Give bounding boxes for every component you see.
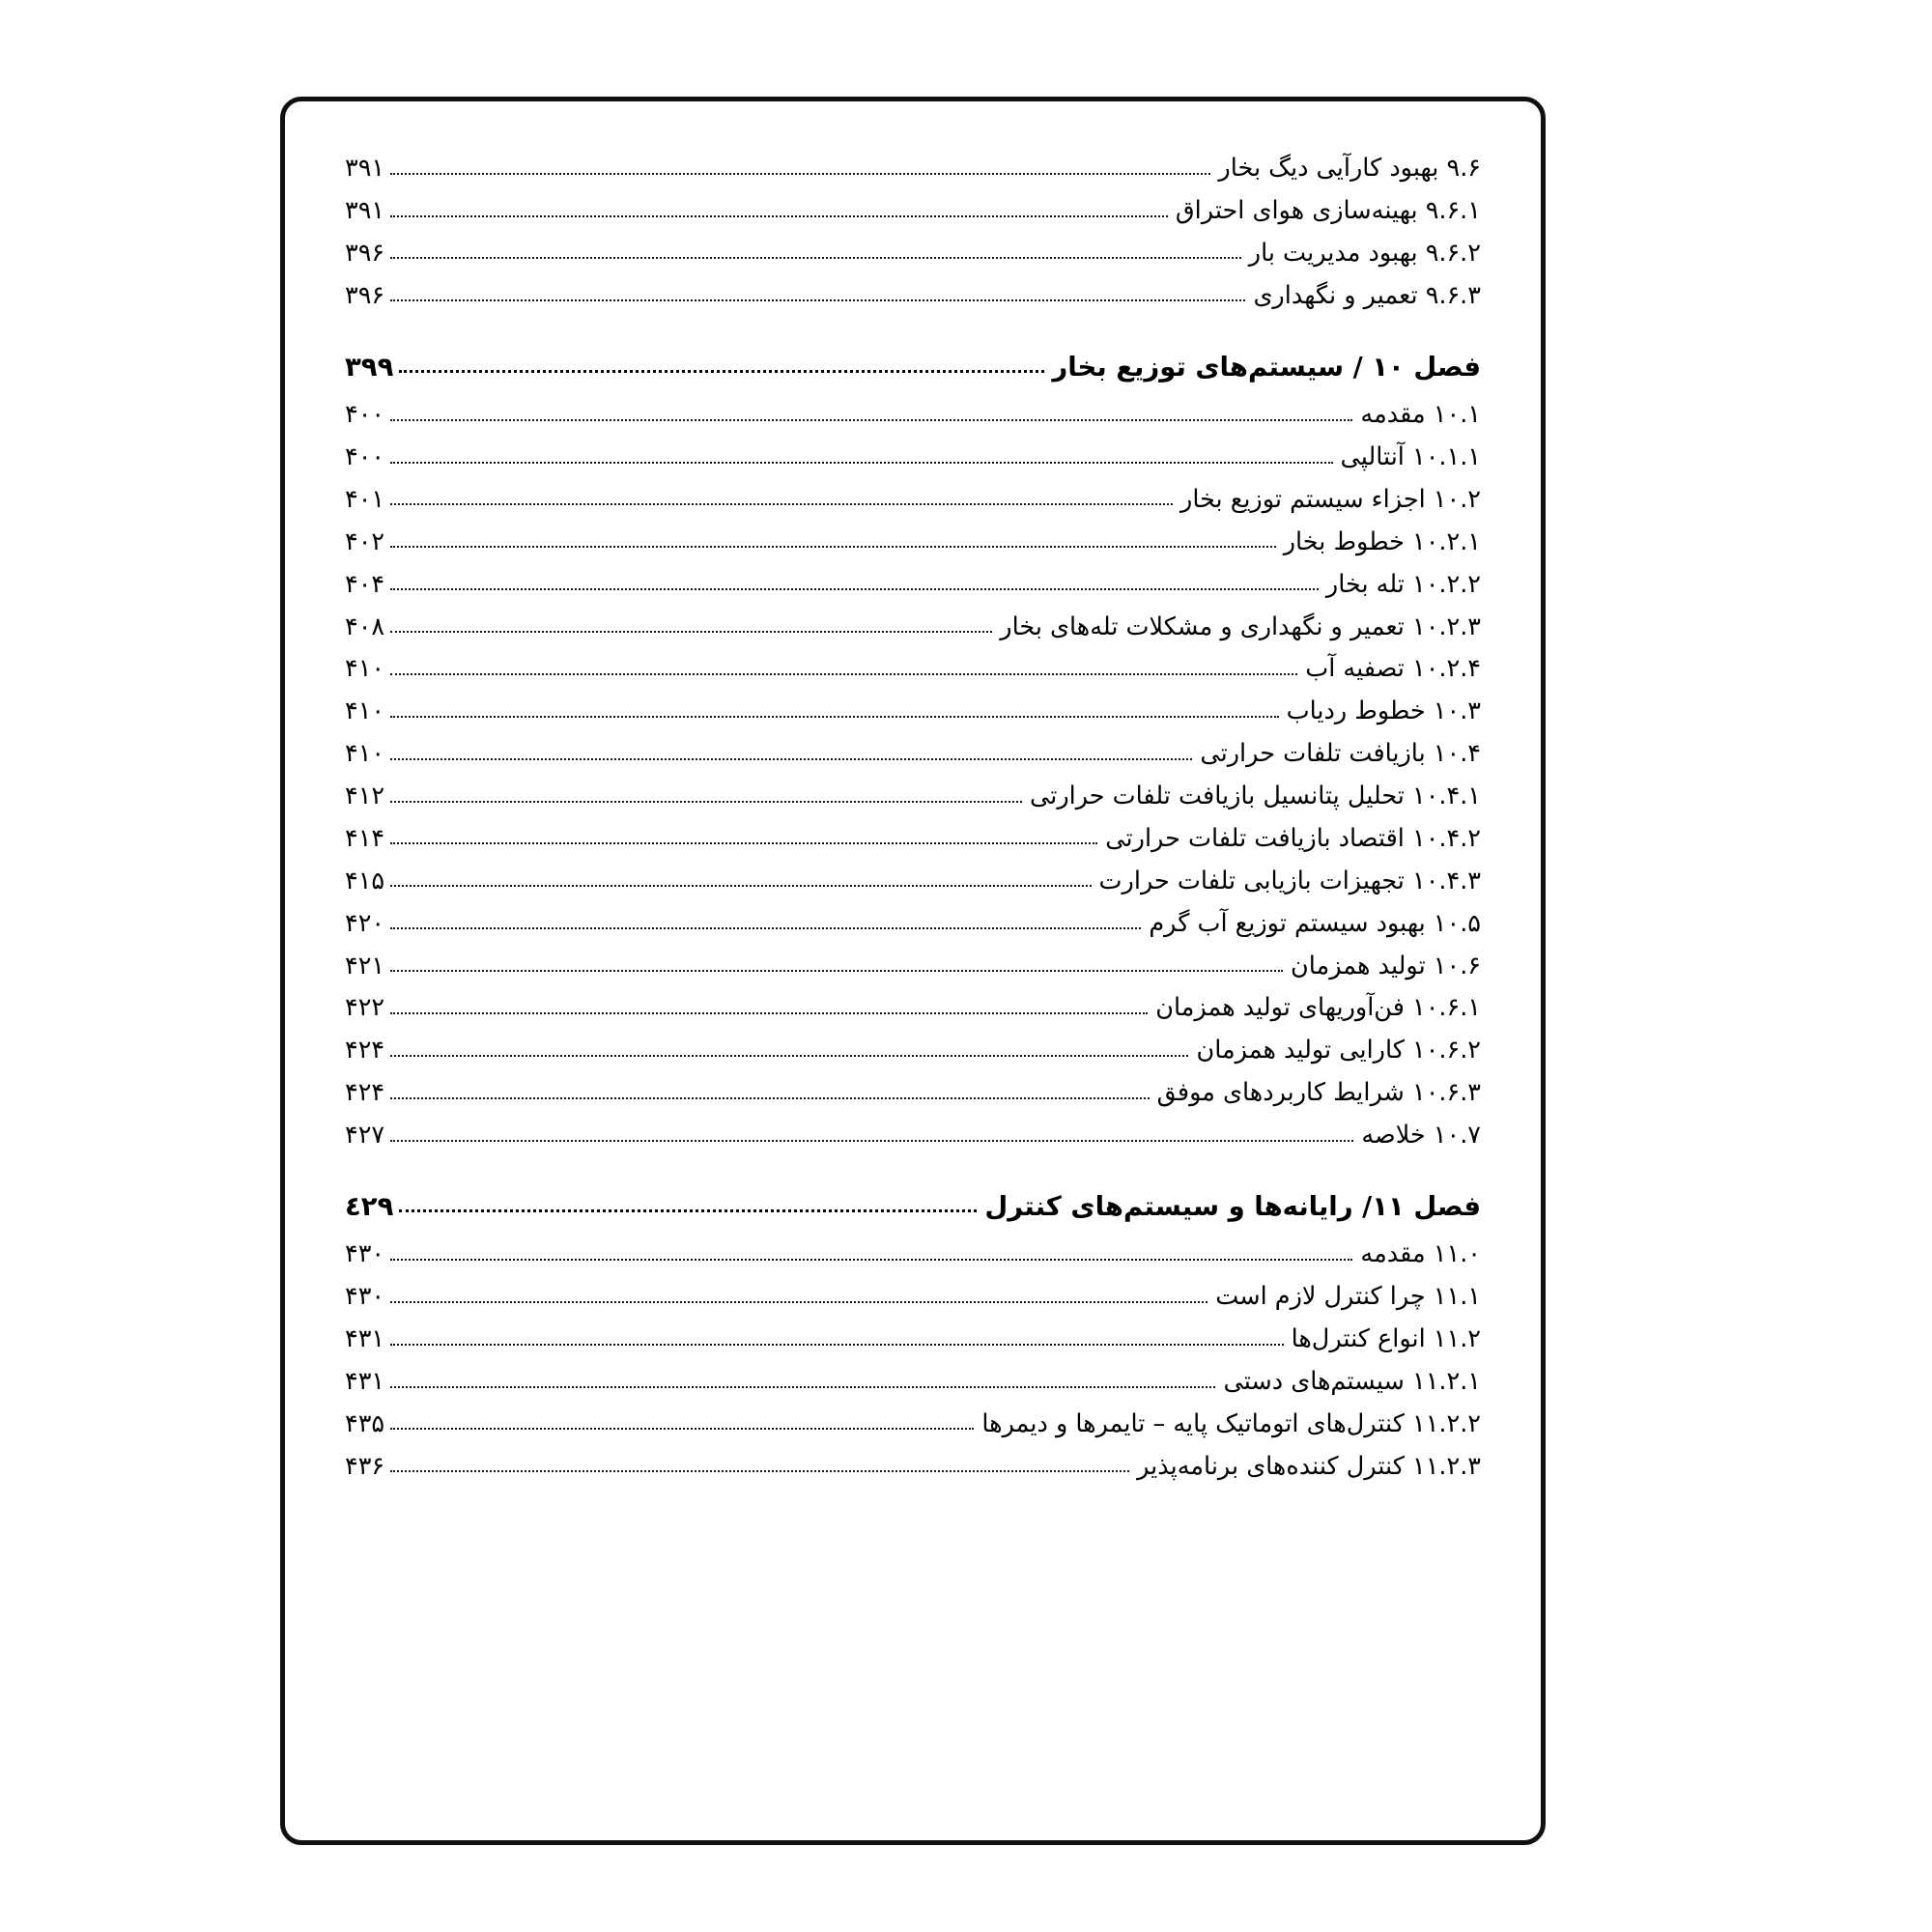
toc-entry-title: ۱۱.۲.۳ کنترل کننده‌های برنامه‌پذیر	[1137, 1451, 1481, 1481]
toc-dot-leader	[390, 784, 1022, 810]
toc-dot-leader	[390, 912, 1141, 937]
toc-entry-page-number: ۴۳۱	[345, 1367, 385, 1397]
toc-entry-title: ۹.۶ بهبود کارآیی دیگ بخار	[1218, 154, 1481, 184]
toc-entry-title: ۱۰.۲.۳ تعمیر و نگهداری و مشکلات تله‌های بخار	[1000, 611, 1481, 641]
toc-entry-row[interactable]	[345, 733, 1481, 776]
toc-entry-title: ۱۰.۲.۴ تصفیه آب	[1305, 654, 1481, 684]
toc-entry-title: ۱۱.۰ مقدمه	[1360, 1239, 1481, 1269]
toc-dot-leader	[390, 1327, 1283, 1352]
toc-entry-page-number: ۴۰۸	[345, 611, 385, 641]
toc-entry-row[interactable]	[345, 190, 1481, 233]
toc-dot-leader	[390, 954, 1283, 980]
toc-entry-row[interactable]	[345, 394, 1481, 437]
toc-entry-page-number: ۳۹۱	[345, 196, 385, 226]
toc-entry-title: ۱۱.۲ انواع کنترل‌ها	[1291, 1324, 1481, 1354]
toc-entry-row[interactable]	[345, 437, 1481, 479]
toc-entry-row[interactable]	[345, 1446, 1481, 1489]
toc-entry-page-number: ۴۱۰	[345, 696, 385, 726]
toc-entry-row[interactable]	[345, 275, 1481, 318]
toc-entry-title: ۱۰.۲.۲ تله بخار	[1325, 569, 1481, 599]
toc-entry-title: ۱۰.۴.۱ تحلیل پتانسیل بازیافت تلفات حرارتی	[1029, 781, 1481, 811]
toc-entry-page-number: ۴۳۰	[345, 1282, 385, 1312]
toc-entry-page-number: ۴۳۵	[345, 1408, 385, 1438]
toc-dot-leader	[390, 742, 1192, 767]
toc-entry-title: فصل ۱۱/ رایانه‌ها و سیستم‌های کنترل	[984, 1190, 1481, 1222]
toc-entry-title: ۱۰.۱ مقدمه	[1360, 400, 1481, 430]
toc-entry-page-number: ٤۲۹	[345, 1190, 394, 1222]
toc-entry-page-number: ۴۰۴	[345, 569, 385, 599]
toc-dot-leader	[390, 284, 1245, 309]
toc-entry-page-number: ۴۱۴	[345, 823, 385, 853]
toc-dot-leader	[390, 1412, 974, 1437]
toc-dot-leader	[390, 699, 1279, 724]
toc-entry-row[interactable]	[345, 903, 1481, 946]
toc-entry-page-number: ۴۳۰	[345, 1239, 385, 1269]
toc-entry-title: ۱۰.۶ تولید همزمان	[1291, 951, 1481, 980]
toc-entry-page-number: ۴۱۰	[345, 654, 385, 684]
table-of-contents	[345, 148, 1481, 1489]
toc-dot-leader	[390, 1038, 1188, 1064]
toc-entry-page-number: ۴۰۰	[345, 400, 385, 430]
toc-dot-leader	[390, 242, 1241, 267]
toc-entry-page-number: ۴۱۲	[345, 781, 385, 811]
toc-dot-leader	[390, 1081, 1150, 1106]
toc-entry-page-number: ۳۹۹	[345, 351, 394, 383]
toc-entry-page-number: ۳۹۱	[345, 154, 385, 184]
toc-entry-page-number: ۴۰۰	[345, 442, 385, 472]
toc-entry-title: ۱۱.۲.۲ کنترل‌های اتوماتیک پایه – تایمرها و دیمرها	[981, 1408, 1481, 1438]
toc-entry-title: ۹.۶.۲ بهبود مدیریت بار	[1248, 238, 1481, 268]
toc-entry-row[interactable]	[345, 606, 1481, 648]
toc-entry-title: ۱۱.۱ چرا کنترل لازم است	[1215, 1282, 1481, 1312]
toc-dot-leader	[390, 827, 1097, 852]
toc-entry-page-number: ۴۳۱	[345, 1324, 385, 1354]
toc-dot-leader	[390, 1242, 1352, 1267]
toc-dot-leader	[390, 869, 1091, 895]
toc-chapter-row[interactable]	[345, 339, 1481, 395]
toc-entry-title: ۱۰.۴.۲ اقتصاد بازیافت تلفات حرارتی	[1105, 823, 1481, 853]
toc-entry-title: ۹.۶.۳ تعمیر و نگهداری	[1253, 280, 1481, 310]
toc-dot-leader	[390, 156, 1210, 182]
toc-entry-row[interactable]	[345, 691, 1481, 733]
toc-dot-leader	[390, 488, 1173, 513]
toc-dot-leader	[390, 573, 1319, 598]
toc-entry-title: ۱۰.۶.۳ شرایط کاربردهای موفق	[1156, 1078, 1481, 1108]
toc-entry-page-number: ۳۹۶	[345, 238, 385, 268]
toc-entry-row[interactable]	[345, 945, 1481, 987]
toc-dot-leader	[390, 657, 1297, 682]
toc-entry-row[interactable]	[345, 522, 1481, 564]
toc-entry-title: ۱۰.۴.۳ تجهیزات بازیابی تلفات حرارت	[1098, 866, 1481, 895]
toc-dot-leader	[390, 445, 1332, 470]
toc-dot-leader	[390, 403, 1352, 428]
toc-entry-title: ۱۰.۵ بهبود سیستم توزیع آب گرم	[1149, 908, 1481, 938]
page-frame	[280, 97, 1546, 1845]
toc-entry-title: ۹.۶.۱ بهینه‌سازی هوای احتراق	[1175, 196, 1481, 226]
toc-entry-row[interactable]	[345, 479, 1481, 522]
toc-entry-row[interactable]	[345, 1276, 1481, 1319]
toc-entry-title: ۱۰.۶.۲ کارایی تولید همزمان	[1196, 1036, 1481, 1065]
toc-entry-title: فصل ۱۰ / سیستم‌های توزیع بخار	[1052, 351, 1481, 383]
toc-dot-leader	[390, 1455, 1129, 1480]
toc-entry-page-number: ۴۲۷	[345, 1121, 385, 1151]
toc-entry-row[interactable]	[345, 1319, 1481, 1361]
toc-entry-row[interactable]	[345, 1361, 1481, 1404]
toc-chapter-row[interactable]	[345, 1179, 1481, 1235]
toc-entry-row[interactable]	[345, 1234, 1481, 1276]
toc-entry-title: ۱۰.۷ خلاصه	[1361, 1121, 1481, 1151]
toc-dot-leader	[399, 1194, 977, 1221]
toc-entry-page-number: ۴۱۰	[345, 739, 385, 769]
toc-entry-row[interactable]	[345, 1404, 1481, 1446]
toc-entry-page-number: ۴۲۲	[345, 993, 385, 1023]
toc-entry-page-number: ۴۲۰	[345, 908, 385, 938]
toc-entry-page-number: ۴۰۱	[345, 484, 385, 514]
toc-entry-row[interactable]	[345, 1115, 1481, 1157]
toc-entry-page-number: ۴۳۶	[345, 1451, 385, 1481]
toc-entry-row[interactable]	[345, 564, 1481, 607]
toc-entry-row[interactable]	[345, 148, 1481, 190]
toc-entry-title: ۱۰.۲ اجزاء سیستم توزیع بخار	[1180, 484, 1481, 514]
toc-entry-title: ۱۰.۱.۱ آنتالپی	[1340, 442, 1481, 472]
toc-entry-page-number: ۴۱۵	[345, 866, 385, 895]
toc-dot-leader	[390, 1370, 1215, 1395]
toc-dot-leader	[390, 996, 1148, 1021]
toc-entry-row[interactable]	[345, 776, 1481, 818]
toc-entry-row[interactable]	[345, 648, 1481, 691]
toc-dot-leader	[390, 199, 1168, 224]
toc-dot-leader	[399, 355, 1044, 382]
toc-entry-page-number: ۴۰۲	[345, 526, 385, 556]
toc-dot-leader	[390, 1123, 1353, 1149]
toc-entry-title: ۱۰.۴ بازیافت تلفات حرارتی	[1200, 739, 1481, 769]
toc-dot-leader	[390, 615, 992, 640]
toc-entry-row[interactable]	[345, 818, 1481, 861]
toc-entry-title: ۱۱.۲.۱ سیستم‌های دستی	[1223, 1367, 1481, 1397]
toc-entry-page-number: ۴۲۱	[345, 951, 385, 980]
toc-entry-row[interactable]	[345, 1030, 1481, 1072]
toc-entry-row[interactable]	[345, 1072, 1481, 1115]
toc-dot-leader	[390, 1285, 1208, 1310]
toc-entry-row[interactable]	[345, 987, 1481, 1030]
toc-entry-page-number: ۳۹۶	[345, 280, 385, 310]
toc-entry-title: ۱۰.۶.۱ فن‌آوریهای تولید همزمان	[1155, 993, 1481, 1023]
toc-entry-page-number: ۴۲۴	[345, 1036, 385, 1065]
toc-dot-leader	[390, 530, 1276, 555]
toc-entry-title: ۱۰.۳ خطوط ردیاب	[1286, 696, 1481, 726]
toc-entry-row[interactable]	[345, 233, 1481, 275]
toc-entry-title: ۱۰.۲.۱ خطوط بخار	[1283, 526, 1481, 556]
toc-entry-row[interactable]	[345, 861, 1481, 903]
toc-entry-page-number: ۴۲۴	[345, 1078, 385, 1108]
